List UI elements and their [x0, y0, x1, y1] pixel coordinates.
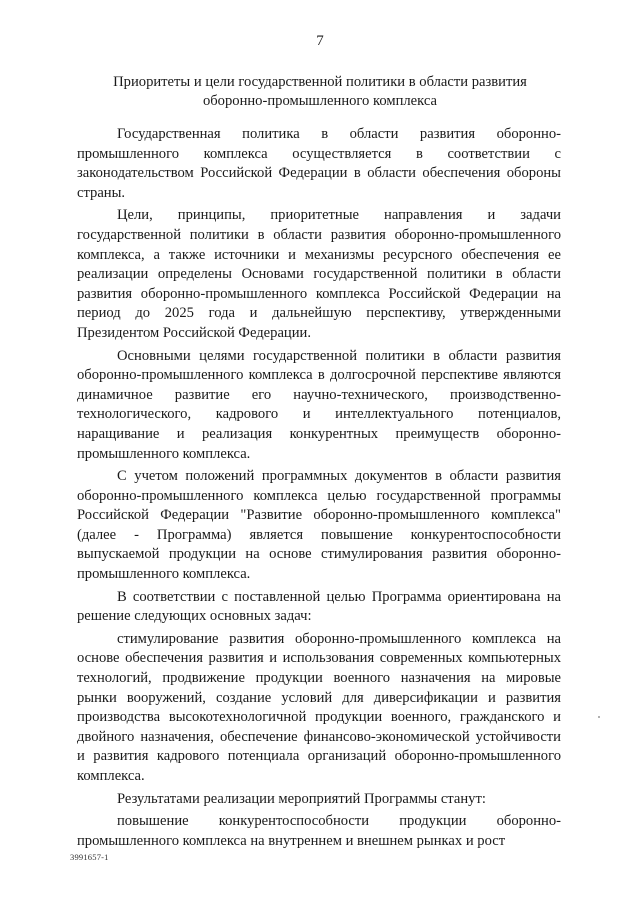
paragraph: повышение конкурентоспособности продукции оборонно-промышленного комплекса на внутреннем и внешнем рынках и рост — [77, 813, 561, 849]
section-heading — [80, 73, 560, 111]
paragraph: В соответствии с поставленной целью Программа ориентирована на решение следующих основных задач: — [77, 588, 561, 625]
document-code: 3991657-1 — [70, 852, 109, 862]
section-heading-line-2: оборонно-промышленного комплекса — [202, 93, 438, 109]
paragraph: Основными целями государственной политики в области развития оборонно-промышленного комплекса в долгосрочной перспективе являются динамичное развитие его научно-технического, производственно-технологического, кадрового и интеллектуального потенциалов, наращивание и реализация конкурентных преимуществ оборонно-промышленного комплекса. — [77, 347, 561, 462]
scan-speck — [598, 716, 600, 718]
page-number: 7 — [316, 33, 324, 49]
paragraph: стимулирование развития оборонно-промышленного комплекса на основе обеспечения развития и использования современных компьютерных технологий, продвижение продукции военного назначения на мировые рынки вооружений, создание условий для диверсификации и развития производства высокотехнологичной продукции военного, гражданского и двойного назначения, обеспечение финансово-экономической устойчивости и развития кадрового потенциала организаций оборонно-промышленного комплекса. — [77, 630, 561, 784]
paragraph: Государственная политика в области развития оборонно-промышленного комплекса осуществляется в соответствии с законодательством Российской Федерации в области обеспечения обороны страны. — [77, 126, 561, 201]
document-body — [77, 125, 561, 854]
paragraph: Цели, принципы, приоритетные направления и задачи государственной политики в области развития оборонно-промышленного комплекса, а также источники и механизмы ресурсного обеспечения ее реализации определены Основами государственной политики в области развития оборонно-промышленного комплекса Российской Федерации на период до 2025 года и дальнейшую перспективу, утвержденными Президентом Российской Федерации. — [77, 207, 561, 341]
section-heading-line-1: Приоритеты и цели государственной политики в области развития — [113, 74, 527, 90]
paragraph: С учетом положений программных документов в области развития оборонно-промышленного комплекса целью государственной программы Российской Федерации "Развитие оборонно-промышленного комплекса" (далее - Программа) является повышение конкурентоспособности выпускаемой продукции на основе стимулирования развития оборонно-промышленного комплекса. — [77, 468, 561, 583]
paragraph: Результатами реализации мероприятий Программы станут: — [117, 790, 486, 807]
